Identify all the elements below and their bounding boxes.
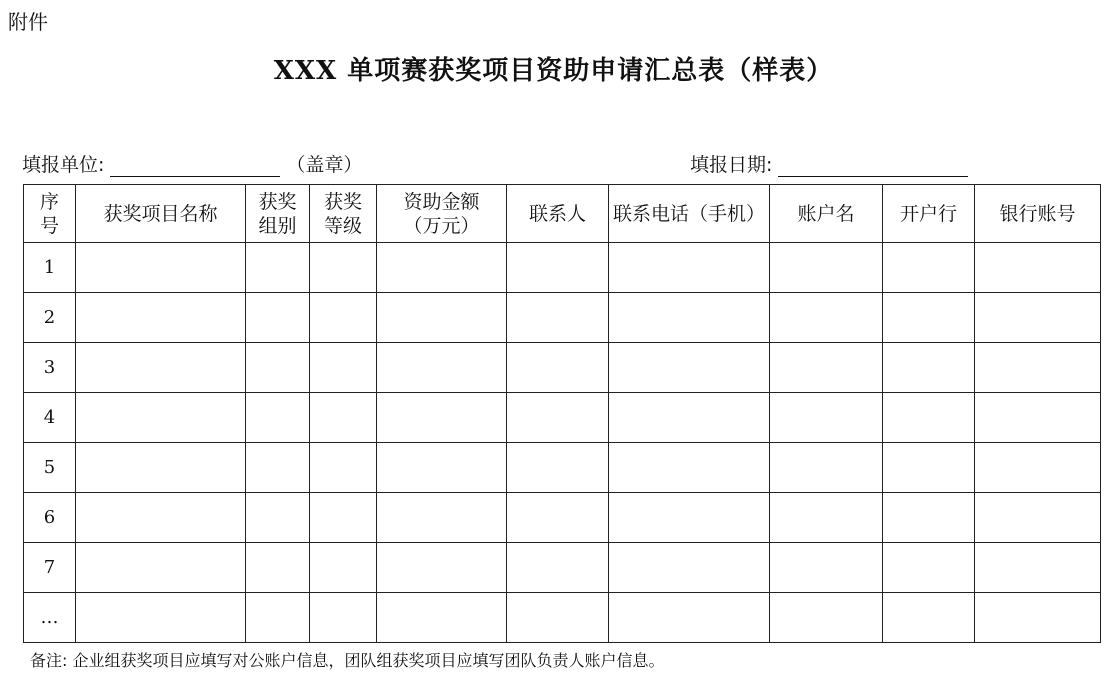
account-number-cell[interactable] (975, 543, 1101, 593)
contact-phone-cell[interactable] (609, 493, 770, 543)
table-row (24, 343, 1101, 393)
project-name-cell[interactable] (76, 593, 246, 643)
reporting-unit-blank[interactable] (110, 156, 280, 177)
bank-cell[interactable] (883, 293, 975, 343)
account-name-cell[interactable] (770, 243, 883, 293)
row-seq-cell: … (24, 593, 76, 643)
bank-cell[interactable] (883, 393, 975, 443)
account-number-cell[interactable] (975, 243, 1101, 293)
bank-cell[interactable] (883, 343, 975, 393)
table-row (24, 543, 1101, 593)
contact-phone-cell[interactable] (609, 343, 770, 393)
reporting-unit-field (22, 150, 362, 177)
project-name-cell[interactable] (76, 493, 246, 543)
contact-person-cell[interactable] (507, 393, 609, 443)
row-seq-cell: 6 (24, 493, 76, 543)
funding-amount-cell[interactable] (377, 443, 507, 493)
account-name-cell[interactable] (770, 593, 883, 643)
bank-cell[interactable] (883, 593, 975, 643)
row-seq-cell: 3 (24, 343, 76, 393)
row-seq-cell: 1 (24, 243, 76, 293)
contact-person-cell[interactable] (507, 443, 609, 493)
account-name-cell[interactable] (770, 393, 883, 443)
contact-person-cell[interactable] (507, 343, 609, 393)
award-group-cell[interactable] (246, 293, 310, 343)
award-group-cell[interactable] (246, 243, 310, 293)
bank-cell[interactable] (883, 493, 975, 543)
contact-phone-cell[interactable] (609, 443, 770, 493)
table-row (24, 593, 1101, 643)
funding-amount-cell[interactable] (377, 543, 507, 593)
row-seq-cell: 4 (24, 393, 76, 443)
project-name-cell[interactable] (76, 293, 246, 343)
bank-cell[interactable] (883, 443, 975, 493)
award-level-cell[interactable] (310, 543, 377, 593)
attachment-label: 附件 (8, 10, 48, 34)
contact-phone-cell[interactable] (609, 243, 770, 293)
bank-cell[interactable] (883, 543, 975, 593)
award-group-cell[interactable] (246, 393, 310, 443)
funding-amount-cell[interactable] (377, 293, 507, 343)
contact-person-cell[interactable] (507, 493, 609, 543)
award-level-cell[interactable] (310, 293, 377, 343)
account-number-cell[interactable] (975, 443, 1101, 493)
reporting-date-label: 填报日期: (690, 154, 773, 176)
table-header-row (24, 185, 1101, 243)
funding-amount-cell[interactable] (377, 343, 507, 393)
award-level-cell[interactable] (310, 393, 377, 443)
contact-phone-cell[interactable] (609, 393, 770, 443)
account-name-cell[interactable] (770, 343, 883, 393)
column-header-award-group: 获奖 组别 (246, 185, 310, 243)
contact-person-cell[interactable] (507, 293, 609, 343)
table-row (24, 493, 1101, 543)
award-group-cell[interactable] (246, 543, 310, 593)
account-name-cell[interactable] (770, 443, 883, 493)
account-name-cell[interactable] (770, 543, 883, 593)
funding-amount-cell[interactable] (377, 393, 507, 443)
row-seq-cell: 2 (24, 293, 76, 343)
account-number-cell[interactable] (975, 343, 1101, 393)
account-name-cell[interactable] (770, 493, 883, 543)
account-number-cell[interactable] (975, 493, 1101, 543)
summary-table (23, 184, 1101, 643)
contact-phone-cell[interactable] (609, 543, 770, 593)
remark-note: 备注: 企业组获奖项目应填写对公账户信息，团队组获奖项目应填写团队负责人账户信息。 (30, 651, 665, 670)
table-body (24, 243, 1101, 643)
account-number-cell[interactable] (975, 593, 1101, 643)
award-level-cell[interactable] (310, 593, 377, 643)
column-header-project-name: 获奖项目名称 (76, 185, 246, 243)
table-row (24, 243, 1101, 293)
account-name-cell[interactable] (770, 293, 883, 343)
award-level-cell[interactable] (310, 493, 377, 543)
column-header-contact-phone: 联系电话（手机） (609, 185, 770, 243)
table-row (24, 443, 1101, 493)
contact-person-cell[interactable] (507, 593, 609, 643)
project-name-cell[interactable] (76, 343, 246, 393)
award-group-cell[interactable] (246, 343, 310, 393)
account-number-cell[interactable] (975, 293, 1101, 343)
row-seq-cell: 5 (24, 443, 76, 493)
contact-person-cell[interactable] (507, 243, 609, 293)
seal-note: （盖章） (286, 154, 363, 176)
column-header-award-level: 获奖 等级 (310, 185, 377, 243)
row-seq-cell: 7 (24, 543, 76, 593)
bank-cell[interactable] (883, 243, 975, 293)
contact-person-cell[interactable] (507, 543, 609, 593)
funding-amount-cell[interactable] (377, 243, 507, 293)
table-row (24, 293, 1101, 343)
funding-amount-cell[interactable] (377, 593, 507, 643)
award-level-cell[interactable] (310, 443, 377, 493)
award-group-cell[interactable] (246, 493, 310, 543)
document-title: XXX 单项赛获奖项目资助申请汇总表（样表） (273, 56, 834, 86)
award-level-cell[interactable] (310, 243, 377, 293)
award-group-cell[interactable] (246, 443, 310, 493)
column-header-bank: 开户行 (883, 185, 975, 243)
column-header-account-number: 银行账号 (975, 185, 1101, 243)
reporting-unit-label: 填报单位: (22, 154, 105, 176)
column-header-seq: 序 号 (24, 185, 76, 243)
account-number-cell[interactable] (975, 393, 1101, 443)
contact-phone-cell[interactable] (609, 593, 770, 643)
reporting-date-field (690, 150, 968, 177)
project-name-cell[interactable] (76, 543, 246, 593)
table-row (24, 393, 1101, 443)
award-group-cell[interactable] (246, 593, 310, 643)
column-header-contact-person: 联系人 (507, 185, 609, 243)
reporting-date-blank[interactable] (778, 156, 968, 177)
award-level-cell[interactable] (310, 343, 377, 393)
project-name-cell[interactable] (76, 393, 246, 443)
project-name-cell[interactable] (76, 243, 246, 293)
contact-phone-cell[interactable] (609, 293, 770, 343)
project-name-cell[interactable] (76, 443, 246, 493)
column-header-account-name: 账户名 (770, 185, 883, 243)
column-header-funding-amount: 资助金额 （万元） (377, 185, 507, 243)
funding-amount-cell[interactable] (377, 493, 507, 543)
